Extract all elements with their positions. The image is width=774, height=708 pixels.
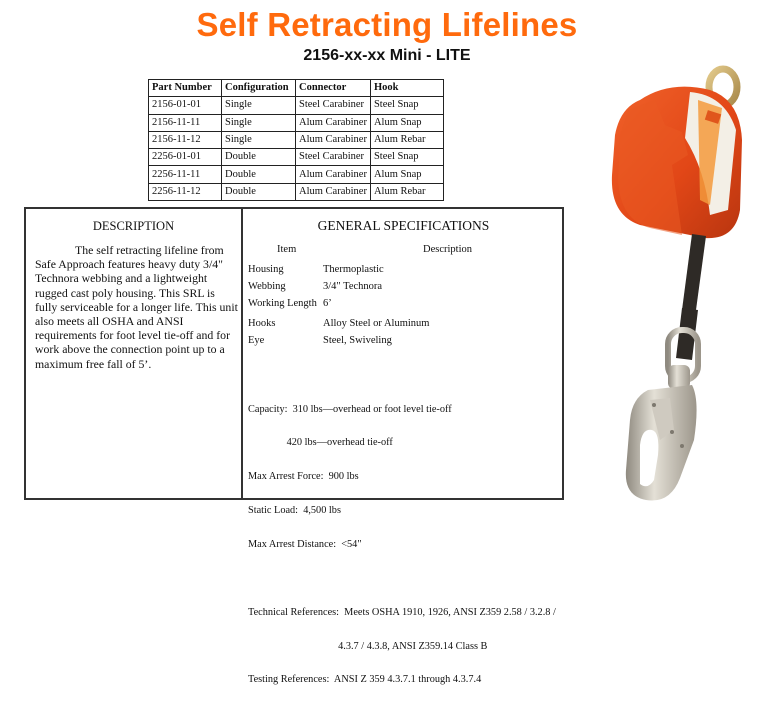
description-heading: DESCRIPTION bbox=[92, 219, 175, 233]
table-row bbox=[149, 166, 444, 183]
configuration-cell: Double bbox=[222, 183, 296, 200]
spec-row-working-length bbox=[248, 298, 548, 312]
spec-box bbox=[24, 207, 564, 686]
configuration-cell: Single bbox=[222, 131, 296, 148]
table-row bbox=[149, 131, 444, 148]
spec-item: Working Length bbox=[248, 298, 317, 309]
hook-cell: Alum Snap bbox=[370, 114, 443, 131]
spec-value: Alloy Steel or Aluminum bbox=[323, 318, 430, 329]
connector-cell: Steel Carabiner bbox=[296, 97, 371, 114]
spec-value: 3/4" Technora bbox=[323, 281, 383, 292]
static-load: Static Load: 4,500 lbs bbox=[248, 505, 341, 517]
self-retracting-lifeline-illustration bbox=[610, 60, 774, 504]
capacity-line: Capacity: 310 lbs—overhead or foot level tie-off bbox=[248, 403, 452, 415]
spec-row-housing bbox=[248, 264, 548, 278]
part-number-cell: 2156-01-01 bbox=[149, 97, 222, 114]
housing bbox=[612, 87, 742, 238]
hook-cell: Alum Rebar bbox=[370, 131, 443, 148]
testing-references: Testing References: ANSI Z 359 4.3.7.1 through 4.3.7.4 bbox=[248, 674, 482, 686]
spec-value: Thermoplastic bbox=[323, 264, 384, 275]
spec-item: Hooks bbox=[248, 318, 276, 329]
model-subtitle: 2156-xx-xx Mini - LITE bbox=[303, 47, 471, 64]
col-configuration: Configuration bbox=[222, 80, 296, 97]
connector-cell: Alum Carabiner bbox=[296, 166, 371, 183]
part-number-cell: 2156-11-12 bbox=[149, 131, 222, 148]
spec-column-item: Item bbox=[277, 244, 297, 255]
part-number-cell: 2256-11-11 bbox=[149, 166, 222, 183]
table-row bbox=[149, 97, 444, 114]
max-arrest-distance: Max Arrest Distance: <54" bbox=[248, 539, 362, 551]
hook-cell: Steel Snap bbox=[370, 149, 443, 166]
configuration-cell: Double bbox=[222, 149, 296, 166]
col-hook: Hook bbox=[370, 80, 443, 97]
hook-cell: Alum Rebar bbox=[370, 183, 443, 200]
spec-column-description: Description bbox=[423, 244, 472, 255]
table-row bbox=[149, 114, 444, 131]
parts-table bbox=[148, 79, 444, 201]
table-header-row bbox=[149, 80, 444, 97]
capacity-line-2: 420 lbs—overhead tie-off bbox=[248, 437, 393, 449]
product-image bbox=[610, 60, 774, 504]
spec-item: Eye bbox=[248, 335, 265, 346]
hook-cell: Steel Snap bbox=[370, 97, 443, 114]
part-number-cell: 2256-01-01 bbox=[149, 149, 222, 166]
technical-references-2: 4.3.7 / 4.3.8, ANSI Z359.14 Class B bbox=[248, 640, 488, 652]
connector-cell: Steel Carabiner bbox=[296, 149, 371, 166]
snap-hook bbox=[626, 385, 697, 501]
configuration-cell: Single bbox=[222, 114, 296, 131]
connector-cell: Alum Carabiner bbox=[296, 131, 371, 148]
description-body: The self retracting lifeline from Safe Approach features heavy duty 3/4" Technora webbing and a lightweight rugged cast poly housing. This SRL is fully serviceable for a longer life. This unit also meets all OSHA and ANSI requirements for foot level tie-off and for work above the connection point up to a maximum free fall of 5’. bbox=[35, 243, 238, 371]
specifications-heading: GENERAL SPECIFICATIONS bbox=[317, 218, 490, 233]
spec-notes bbox=[248, 381, 556, 708]
spec-item: Webbing bbox=[248, 281, 286, 292]
connector-cell: Alum Carabiner bbox=[296, 183, 371, 200]
spec-row-webbing bbox=[248, 281, 548, 295]
table-row bbox=[149, 183, 444, 200]
configuration-cell: Double bbox=[222, 166, 296, 183]
configuration-cell: Single bbox=[222, 97, 296, 114]
technical-references: Technical References: Meets OSHA 1910, 1926, ANSI Z359 2.58 / 3.2.8 / bbox=[248, 606, 556, 618]
spec-item: Housing bbox=[248, 264, 284, 275]
spec-row-hooks bbox=[248, 318, 548, 332]
max-arrest-force: Max Arrest Force: 900 lbs bbox=[248, 471, 359, 483]
column-divider bbox=[241, 209, 243, 498]
col-part-number: Part Number bbox=[149, 80, 222, 97]
page-title: Self Retracting Lifelines bbox=[196, 6, 578, 43]
spec-value: Steel, Swiveling bbox=[323, 335, 392, 346]
col-connector: Connector bbox=[296, 80, 371, 97]
hook-cell: Alum Snap bbox=[370, 166, 443, 183]
connector-cell: Alum Carabiner bbox=[296, 114, 371, 131]
part-number-cell: 2156-11-11 bbox=[149, 114, 222, 131]
spec-row-eye bbox=[248, 335, 548, 349]
webbing bbox=[676, 234, 706, 360]
spec-value: 6’ bbox=[323, 298, 332, 309]
part-number-cell: 2256-11-12 bbox=[149, 183, 222, 200]
table-row bbox=[149, 149, 444, 166]
